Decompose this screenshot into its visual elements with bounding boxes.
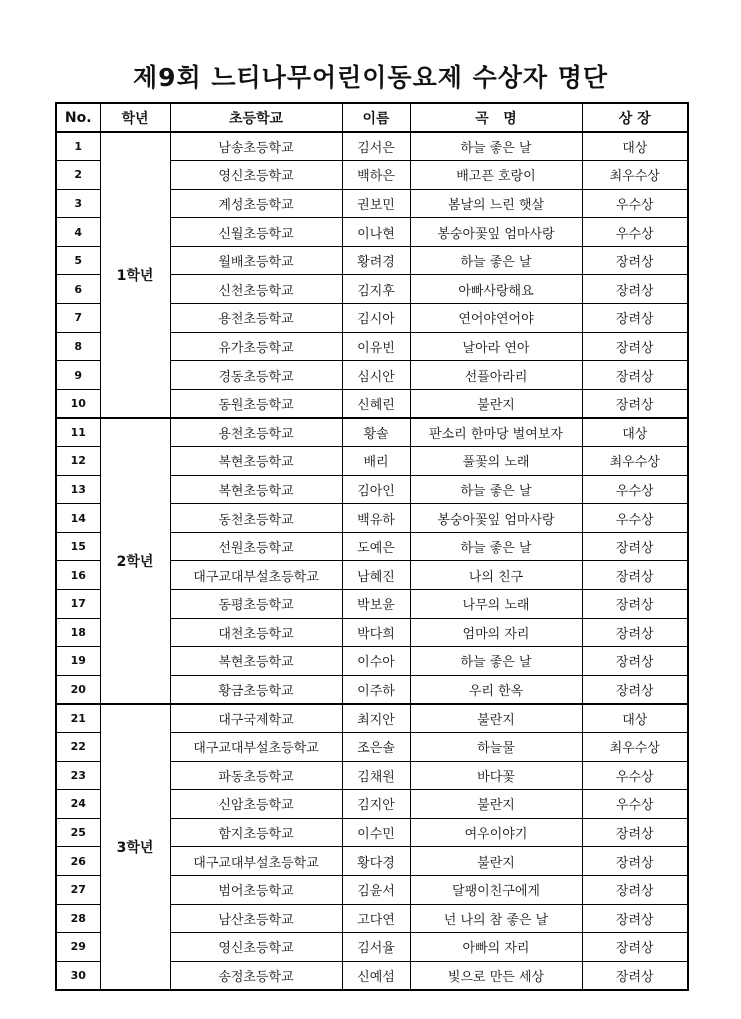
student-name-cell: 심시안 bbox=[342, 361, 410, 390]
student-name-cell: 이수아 bbox=[342, 647, 410, 676]
student-name-cell: 박다희 bbox=[342, 618, 410, 647]
row-number: 11 bbox=[56, 418, 100, 447]
award-cell: 우수상 bbox=[582, 790, 688, 819]
table-row bbox=[56, 704, 688, 733]
row-number: 26 bbox=[56, 847, 100, 876]
header-grade: 학년 bbox=[100, 103, 170, 132]
page-title: 제9회 느티나무어린이동요제 수상자 명단 bbox=[132, 63, 609, 92]
song-title-cell: 풀꽃의 노래 bbox=[410, 447, 582, 476]
row-number: 2 bbox=[56, 161, 100, 190]
school-cell: 신월초등학교 bbox=[170, 218, 342, 247]
song-title-cell: 달팽이친구에게 bbox=[410, 875, 582, 904]
school-cell: 동평초등학교 bbox=[170, 590, 342, 619]
student-name-cell: 이수민 bbox=[342, 818, 410, 847]
school-cell: 용천초등학교 bbox=[170, 418, 342, 447]
row-number: 23 bbox=[56, 761, 100, 790]
school-cell: 복현초등학교 bbox=[170, 647, 342, 676]
row-number: 17 bbox=[56, 590, 100, 619]
row-number: 5 bbox=[56, 246, 100, 275]
school-cell: 동원초등학교 bbox=[170, 389, 342, 418]
student-name-cell: 조은솔 bbox=[342, 732, 410, 761]
student-name-cell: 이유빈 bbox=[342, 332, 410, 361]
award-cell: 장려상 bbox=[582, 818, 688, 847]
song-title-cell: 선플아라리 bbox=[410, 361, 582, 390]
student-name-cell: 고다연 bbox=[342, 904, 410, 933]
award-cell: 장려상 bbox=[582, 361, 688, 390]
row-number: 4 bbox=[56, 218, 100, 247]
school-cell: 용천초등학교 bbox=[170, 304, 342, 333]
student-name-cell: 백하은 bbox=[342, 161, 410, 190]
award-cell: 장려상 bbox=[582, 647, 688, 676]
student-name-cell: 황려경 bbox=[342, 246, 410, 275]
student-name-cell: 김지안 bbox=[342, 790, 410, 819]
school-cell: 범어초등학교 bbox=[170, 875, 342, 904]
school-cell: 함지초등학교 bbox=[170, 818, 342, 847]
row-number: 13 bbox=[56, 475, 100, 504]
row-number: 30 bbox=[56, 961, 100, 990]
award-cell: 우수상 bbox=[582, 475, 688, 504]
school-cell: 남송초등학교 bbox=[170, 132, 342, 161]
award-cell: 우수상 bbox=[582, 761, 688, 790]
student-name-cell: 배리 bbox=[342, 447, 410, 476]
student-name-cell: 황다경 bbox=[342, 847, 410, 876]
row-number: 29 bbox=[56, 933, 100, 962]
row-number: 8 bbox=[56, 332, 100, 361]
award-cell: 우수상 bbox=[582, 504, 688, 533]
row-number: 9 bbox=[56, 361, 100, 390]
award-winners-table bbox=[55, 102, 689, 991]
school-cell: 유가초등학교 bbox=[170, 332, 342, 361]
award-cell: 대상 bbox=[582, 704, 688, 733]
student-name-cell: 권보민 bbox=[342, 189, 410, 218]
row-number: 6 bbox=[56, 275, 100, 304]
grade-cell: 3학년 bbox=[100, 704, 170, 990]
row-number: 20 bbox=[56, 675, 100, 704]
award-cell: 우수상 bbox=[582, 218, 688, 247]
song-title-cell: 나의 친구 bbox=[410, 561, 582, 590]
award-cell: 대상 bbox=[582, 418, 688, 447]
award-cell: 장려상 bbox=[582, 304, 688, 333]
school-cell: 계성초등학교 bbox=[170, 189, 342, 218]
award-cell: 장려상 bbox=[582, 275, 688, 304]
row-number: 24 bbox=[56, 790, 100, 819]
student-name-cell: 김채원 bbox=[342, 761, 410, 790]
row-number: 12 bbox=[56, 447, 100, 476]
school-cell: 월배초등학교 bbox=[170, 246, 342, 275]
song-title-cell: 봉숭아꽃잎 엄마사랑 bbox=[410, 504, 582, 533]
award-cell: 장려상 bbox=[582, 847, 688, 876]
student-name-cell: 황솔 bbox=[342, 418, 410, 447]
student-name-cell: 이주하 bbox=[342, 675, 410, 704]
song-title-cell: 아빠의 자리 bbox=[410, 933, 582, 962]
table-row bbox=[56, 418, 688, 447]
song-title-cell: 나무의 노래 bbox=[410, 590, 582, 619]
award-cell: 장려상 bbox=[582, 332, 688, 361]
award-cell: 최우수상 bbox=[582, 447, 688, 476]
student-name-cell: 이나현 bbox=[342, 218, 410, 247]
grade-cell: 1학년 bbox=[100, 132, 170, 418]
school-cell: 복현초등학교 bbox=[170, 475, 342, 504]
song-title-cell: 봄날의 느린 햇살 bbox=[410, 189, 582, 218]
row-number: 25 bbox=[56, 818, 100, 847]
song-title-cell: 하늘 좋은 날 bbox=[410, 475, 582, 504]
song-title-cell: 아빠사랑해요 bbox=[410, 275, 582, 304]
table-header-row bbox=[56, 103, 688, 132]
school-cell: 경동초등학교 bbox=[170, 361, 342, 390]
song-title-cell: 연어야연어야 bbox=[410, 304, 582, 333]
row-number: 18 bbox=[56, 618, 100, 647]
award-cell: 최우수상 bbox=[582, 732, 688, 761]
school-cell: 영신초등학교 bbox=[170, 933, 342, 962]
student-name-cell: 김서은 bbox=[342, 132, 410, 161]
student-name-cell: 김아인 bbox=[342, 475, 410, 504]
award-cell: 우수상 bbox=[582, 189, 688, 218]
award-cell: 장려상 bbox=[582, 875, 688, 904]
award-cell: 장려상 bbox=[582, 961, 688, 990]
song-title-cell: 하늘 좋은 날 bbox=[410, 532, 582, 561]
song-title-cell: 여우이야기 bbox=[410, 818, 582, 847]
school-cell: 대구교대부설초등학교 bbox=[170, 561, 342, 590]
header-no: No. bbox=[56, 103, 100, 132]
song-title-cell: 봉숭아꽃잎 엄마사랑 bbox=[410, 218, 582, 247]
award-cell: 장려상 bbox=[582, 532, 688, 561]
row-number: 21 bbox=[56, 704, 100, 733]
student-name-cell: 남혜진 bbox=[342, 561, 410, 590]
song-title-cell: 판소리 한마당 벌여보자 bbox=[410, 418, 582, 447]
student-name-cell: 최지안 bbox=[342, 704, 410, 733]
row-number: 14 bbox=[56, 504, 100, 533]
song-title-cell: 하늘 좋은 날 bbox=[410, 132, 582, 161]
school-cell: 선원초등학교 bbox=[170, 532, 342, 561]
award-cell: 장려상 bbox=[582, 590, 688, 619]
row-number: 27 bbox=[56, 875, 100, 904]
song-title-cell: 불란지 bbox=[410, 847, 582, 876]
song-title-cell: 하늘물 bbox=[410, 732, 582, 761]
song-title-cell: 불란지 bbox=[410, 389, 582, 418]
award-cell: 장려상 bbox=[582, 904, 688, 933]
row-number: 10 bbox=[56, 389, 100, 418]
row-number: 22 bbox=[56, 732, 100, 761]
row-number: 15 bbox=[56, 532, 100, 561]
school-cell: 송정초등학교 bbox=[170, 961, 342, 990]
song-title-cell: 우리 한옥 bbox=[410, 675, 582, 704]
school-cell: 대구교대부설초등학교 bbox=[170, 847, 342, 876]
award-cell: 장려상 bbox=[582, 246, 688, 275]
song-title-cell: 불란지 bbox=[410, 704, 582, 733]
school-cell: 복현초등학교 bbox=[170, 447, 342, 476]
award-cell: 최우수상 bbox=[582, 161, 688, 190]
grade-cell: 2학년 bbox=[100, 418, 170, 704]
student-name-cell: 도예은 bbox=[342, 532, 410, 561]
table-row bbox=[56, 132, 688, 161]
song-title-cell: 하늘 좋은 날 bbox=[410, 246, 582, 275]
student-name-cell: 박보윤 bbox=[342, 590, 410, 619]
header-song: 곡 명 bbox=[410, 103, 582, 132]
song-title-cell: 넌 나의 참 좋은 날 bbox=[410, 904, 582, 933]
school-cell: 남산초등학교 bbox=[170, 904, 342, 933]
header-name: 이름 bbox=[342, 103, 410, 132]
song-title-cell: 불란지 bbox=[410, 790, 582, 819]
student-name-cell: 김윤서 bbox=[342, 875, 410, 904]
song-title-cell: 빛으로 만든 세상 bbox=[410, 961, 582, 990]
header-award: 상 장 bbox=[582, 103, 688, 132]
student-name-cell: 김지후 bbox=[342, 275, 410, 304]
school-cell: 신암초등학교 bbox=[170, 790, 342, 819]
song-title-cell: 엄마의 자리 bbox=[410, 618, 582, 647]
school-cell: 대천초등학교 bbox=[170, 618, 342, 647]
song-title-cell: 하늘 좋은 날 bbox=[410, 647, 582, 676]
student-name-cell: 김시아 bbox=[342, 304, 410, 333]
row-number: 16 bbox=[56, 561, 100, 590]
school-cell: 대구국제학교 bbox=[170, 704, 342, 733]
row-number: 1 bbox=[56, 132, 100, 161]
song-title-cell: 배고픈 호랑이 bbox=[410, 161, 582, 190]
school-cell: 동천초등학교 bbox=[170, 504, 342, 533]
student-name-cell: 김서율 bbox=[342, 933, 410, 962]
header-school: 초등학교 bbox=[170, 103, 342, 132]
song-title-cell: 날아라 연아 bbox=[410, 332, 582, 361]
row-number: 3 bbox=[56, 189, 100, 218]
school-cell: 황금초등학교 bbox=[170, 675, 342, 704]
table-body bbox=[56, 132, 688, 990]
award-cell: 장려상 bbox=[582, 389, 688, 418]
school-cell: 영신초등학교 bbox=[170, 161, 342, 190]
school-cell: 신천초등학교 bbox=[170, 275, 342, 304]
award-cell: 장려상 bbox=[582, 618, 688, 647]
student-name-cell: 신혜린 bbox=[342, 389, 410, 418]
award-cell: 장려상 bbox=[582, 675, 688, 704]
school-cell: 파동초등학교 bbox=[170, 761, 342, 790]
award-cell: 장려상 bbox=[582, 561, 688, 590]
row-number: 28 bbox=[56, 904, 100, 933]
song-title-cell: 바다꽃 bbox=[410, 761, 582, 790]
row-number: 7 bbox=[56, 304, 100, 333]
school-cell: 대구교대부설초등학교 bbox=[170, 732, 342, 761]
award-cell: 장려상 bbox=[582, 933, 688, 962]
student-name-cell: 신예섬 bbox=[342, 961, 410, 990]
row-number: 19 bbox=[56, 647, 100, 676]
award-cell: 대상 bbox=[582, 132, 688, 161]
student-name-cell: 백유하 bbox=[342, 504, 410, 533]
